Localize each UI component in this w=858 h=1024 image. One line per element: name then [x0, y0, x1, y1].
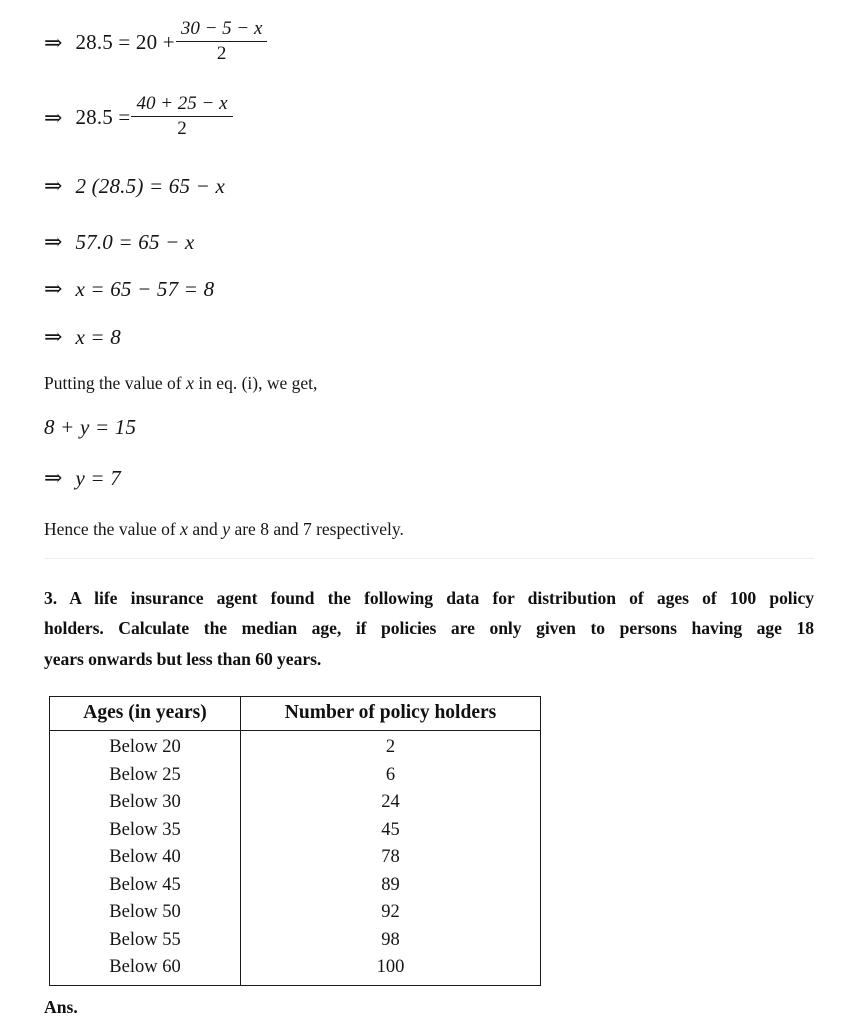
cell-count: 6 [385, 764, 396, 785]
cell-count: 45 [381, 819, 400, 840]
putting-variable-x: x [185, 373, 194, 393]
putting-after-text: in eq. (i), we get, [198, 373, 318, 393]
cell-count: 24 [381, 792, 400, 813]
cell-count: 89 [381, 874, 400, 895]
implies-arrow-icon: ⇒ [44, 29, 63, 55]
table-row [50, 872, 541, 900]
implies-arrow-icon: ⇒ [44, 173, 63, 198]
fraction-2-denominator: 2 [177, 117, 187, 139]
equation-1-lhs: 28.5 = 20 + [75, 30, 175, 55]
column-header-ages: Ages (in years) [50, 697, 241, 731]
equation-3-text: 2 (28.5) = 65 − x [75, 173, 225, 198]
implies-arrow-icon: ⇒ [44, 276, 63, 301]
question-text [44, 583, 814, 674]
equation-2-lhs: 28.5 = [75, 105, 131, 130]
hence-after-text: are 8 and 7 respectively. [234, 519, 404, 539]
fraction-1-numerator: 30 − 5 − x [176, 19, 268, 42]
fraction-2 [131, 94, 232, 139]
equation-6-text: x = 8 [75, 324, 121, 349]
putting-value-paragraph [44, 371, 317, 396]
equation-y-value [44, 465, 121, 491]
equation-4-text: 57.0 = 65 − x [75, 229, 195, 254]
answer-label: Ans. [44, 997, 78, 1017]
column-header-policy-holders: Number of policy holders [241, 697, 541, 731]
cell-age: Below 55 [50, 927, 241, 955]
question-line-2: holders. Calculate the median age, if policies are only given to persons having age 18 [44, 618, 814, 639]
cell-count: 98 [381, 929, 400, 950]
equation-substituted [44, 415, 136, 440]
table-row [50, 899, 541, 927]
putting-before-text: Putting the value of [44, 373, 182, 393]
cell-age: Below 40 [50, 844, 241, 872]
cell-count: 2 [385, 737, 396, 758]
equation-y-text: y = 7 [75, 465, 121, 490]
fraction-1-denominator: 2 [216, 42, 227, 64]
table-row [50, 789, 541, 817]
equation-line-4 [44, 229, 194, 255]
cell-age: Below 60 [50, 954, 241, 985]
hence-conclusion-paragraph [44, 517, 404, 542]
cell-age: Below 35 [50, 817, 241, 845]
table-header [50, 697, 541, 731]
table-header-row [50, 697, 541, 731]
fraction-1 [176, 19, 268, 64]
implies-arrow-icon: ⇒ [44, 229, 63, 254]
question-line-3: years onwards but less than 60 years. [44, 648, 322, 669]
hence-variable-x: x [180, 519, 189, 539]
table-row [50, 731, 541, 762]
cell-age: Below 45 [50, 872, 241, 900]
policy-holders-table [49, 696, 541, 986]
cell-age: Below 25 [50, 762, 241, 790]
table-row [50, 954, 541, 985]
equation-line-2 [44, 95, 234, 140]
cell-count: 92 [381, 902, 400, 923]
implies-arrow-icon: ⇒ [44, 324, 63, 349]
cell-age: Below 20 [50, 731, 241, 762]
cell-count: 78 [381, 847, 400, 868]
hence-variable-y: y [222, 519, 231, 539]
implies-arrow-icon: ⇒ [44, 104, 63, 130]
cell-age: Below 30 [50, 789, 241, 817]
cell-count: 100 [376, 957, 405, 978]
table-row [50, 762, 541, 790]
hence-middle-text: and [192, 519, 218, 539]
equation-line-5 [44, 276, 214, 302]
equation-5-text: x = 65 − 57 = 8 [75, 276, 215, 301]
equation-substituted-text: 8 + y = 15 [44, 415, 137, 439]
table-row [50, 927, 541, 955]
equation-line-1 [44, 20, 268, 65]
equation-line-3 [44, 173, 225, 199]
question-line-1: 3. A life insurance agent found the following data for distribution of ages of 100 policy [44, 588, 814, 608]
table-row [50, 817, 541, 845]
implies-arrow-icon: ⇒ [44, 465, 63, 490]
equation-line-6 [44, 324, 121, 350]
table-body [50, 731, 541, 986]
section-divider [44, 558, 814, 559]
hence-before-text: Hence the value of [44, 519, 176, 539]
fraction-2-numerator: 40 + 25 − x [131, 94, 232, 117]
cell-age: Below 50 [50, 899, 241, 927]
table-row [50, 844, 541, 872]
